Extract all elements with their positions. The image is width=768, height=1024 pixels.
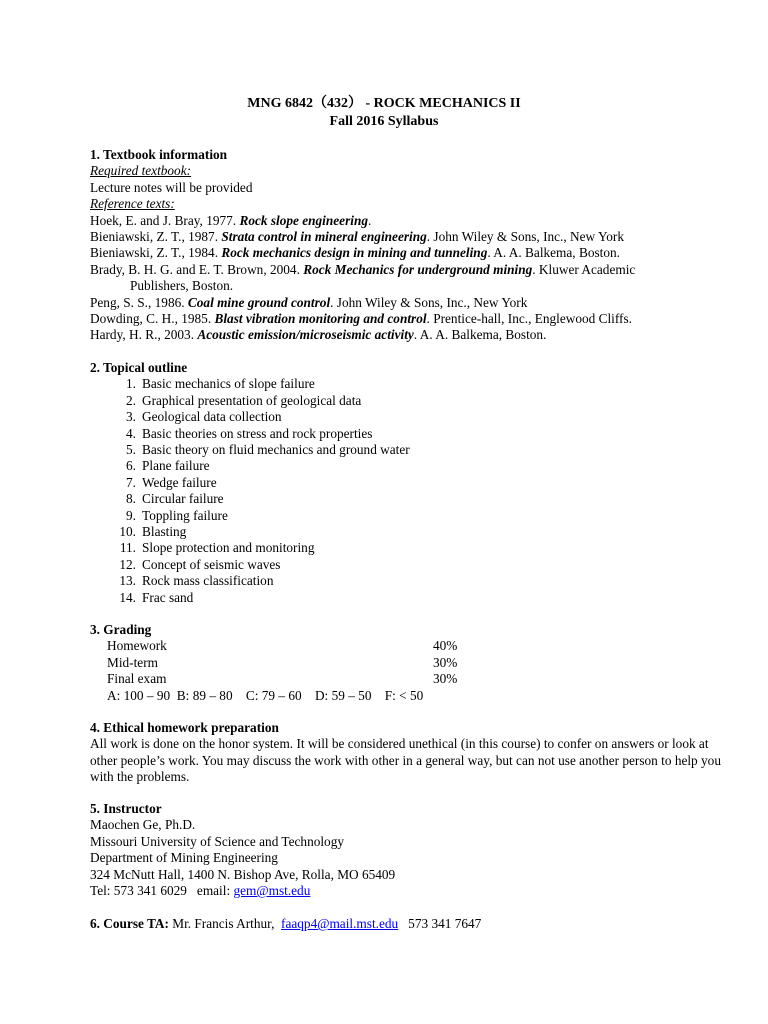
instructor-address: 324 McNutt Hall, 1400 N. Bishop Ave, Rolla, MO 65409: [90, 866, 396, 882]
grading-row: Homework 40%: [107, 638, 458, 654]
instructor-contact: Tel: 573 341 6029 email: gem@mst.edu: [90, 883, 311, 899]
list-item: 11. Slope protection and monitoring: [119, 540, 315, 556]
ta-phone: 573 341 7647: [408, 916, 482, 931]
list-item: 9. Toppling failure: [126, 507, 228, 523]
reference-item: Brady, B. H. G. and E. T. Brown, 2004. Rock Mechanics for underground mining. Kluwer Academic: [90, 261, 636, 277]
reference-title: Rock slope engineering: [239, 212, 368, 228]
list-item: 6. Plane failure: [126, 458, 210, 474]
textbook-heading: 1. Textbook information: [90, 147, 228, 162]
grading-row: Mid-term 30%: [107, 654, 458, 670]
list-item: 10. Blasting: [119, 524, 187, 540]
ethics-body: All work is done on the honor system. It will be considered unethical (in this course) to confer on answers or look at other people’s work. You may discuss the work with other in a general way, but can not use another person to help you with the problems.: [90, 736, 721, 785]
ta-email-link[interactable]: faaqp4@mail.mst.edu: [281, 916, 399, 931]
list-item: 1. Basic mechanics of slope failure: [126, 376, 315, 392]
ta-heading: 6. Course TA:: [90, 916, 169, 931]
ta-name: Mr. Francis Arthur,: [168, 916, 282, 931]
required-textbook-text: Lecture notes will be provided: [90, 179, 253, 195]
instructor-email-link[interactable]: gem@mst.edu: [233, 883, 311, 899]
reference-item: Dowding, C. H., 1985. Blast vibration monitoring and control. Prentice-hall, Inc., Englewood Cliffs.: [90, 311, 632, 327]
ethics-section: [90, 720, 730, 786]
reference-title: Blast vibration monitoring and control: [214, 311, 427, 327]
reference-title: Coal mine ground control: [187, 294, 331, 310]
list-item: 2. Graphical presentation of geological data: [126, 392, 362, 408]
list-item: 3. Geological data collection: [126, 409, 282, 425]
reference-item: Bieniawski, Z. T., 1984. Rock mechanics design in mining and tunneling. A. A. Balkema, Boston.: [90, 245, 620, 261]
reference-item: Bieniawski, Z. T., 1987. Strata control in mineral engineering. John Wiley & Sons, Inc., New York: [90, 229, 624, 245]
document-title: [0, 95, 768, 131]
required-textbook-label: Required textbook:: [90, 163, 192, 179]
instructor-heading: 5. Instructor: [90, 801, 162, 816]
reference-title: Strata control in mineral engineering: [221, 229, 427, 245]
reference-texts-label: Reference texts:: [90, 196, 175, 212]
outline-heading: 2. Topical outline: [90, 360, 188, 375]
reference-title: Rock mechanics design in mining and tunneling: [221, 245, 488, 261]
reference-title: Rock Mechanics for underground mining: [303, 261, 533, 277]
instructor-university: Missouri University of Science and Technology: [90, 833, 345, 849]
ta-section: [90, 916, 730, 932]
outline-section: [90, 360, 730, 606]
title-term: Fall 2016 Syllabus: [329, 114, 439, 129]
list-item: 4. Basic theories on stress and rock properties: [126, 425, 373, 441]
ethics-heading: 4. Ethical homework preparation: [90, 720, 279, 735]
list-item: 12. Concept of seismic waves: [119, 556, 281, 572]
list-item: 8. Circular failure: [126, 491, 224, 507]
title-course: MNG 6842（432） - ROCK MECHANICS II: [247, 96, 521, 111]
reference-item: Peng, S. S., 1986. Coal mine ground control. John Wiley & Sons, Inc., New York: [90, 294, 528, 310]
textbook-section: [90, 147, 730, 344]
list-item: 13. Rock mass classification: [119, 573, 274, 589]
reference-list: [90, 213, 730, 344]
grading-heading: 3. Grading: [90, 622, 152, 637]
reference-title: Acoustic emission/microseismic activity: [197, 327, 414, 343]
grade-scale: A: 100 – 90 B: 89 – 80 C: 79 – 60 D: 59 – 50 F: < 50: [107, 687, 424, 703]
list-item: 14. Frac sand: [119, 589, 194, 605]
outline-list: [90, 376, 730, 606]
reference-item: Hoek, E. and J. Bray, 1977. Rock slope engineering.: [90, 212, 372, 228]
reference-continuation: Publishers, Boston.: [130, 278, 234, 294]
instructor-department: Department of Mining Engineering: [90, 850, 278, 866]
list-item: 7. Wedge failure: [126, 474, 217, 490]
grading-section: [90, 622, 730, 704]
reference-item: Hardy, H. R., 2003. Acoustic emission/microseismic activity. A. A. Balkema, Boston.: [90, 327, 547, 343]
instructor-section: [90, 801, 730, 899]
list-item: 5. Basic theory on fluid mechanics and ground water: [126, 442, 410, 458]
instructor-name: Maochen Ge, Ph.D.: [90, 817, 196, 833]
grading-row: Final exam 30%: [107, 671, 458, 687]
